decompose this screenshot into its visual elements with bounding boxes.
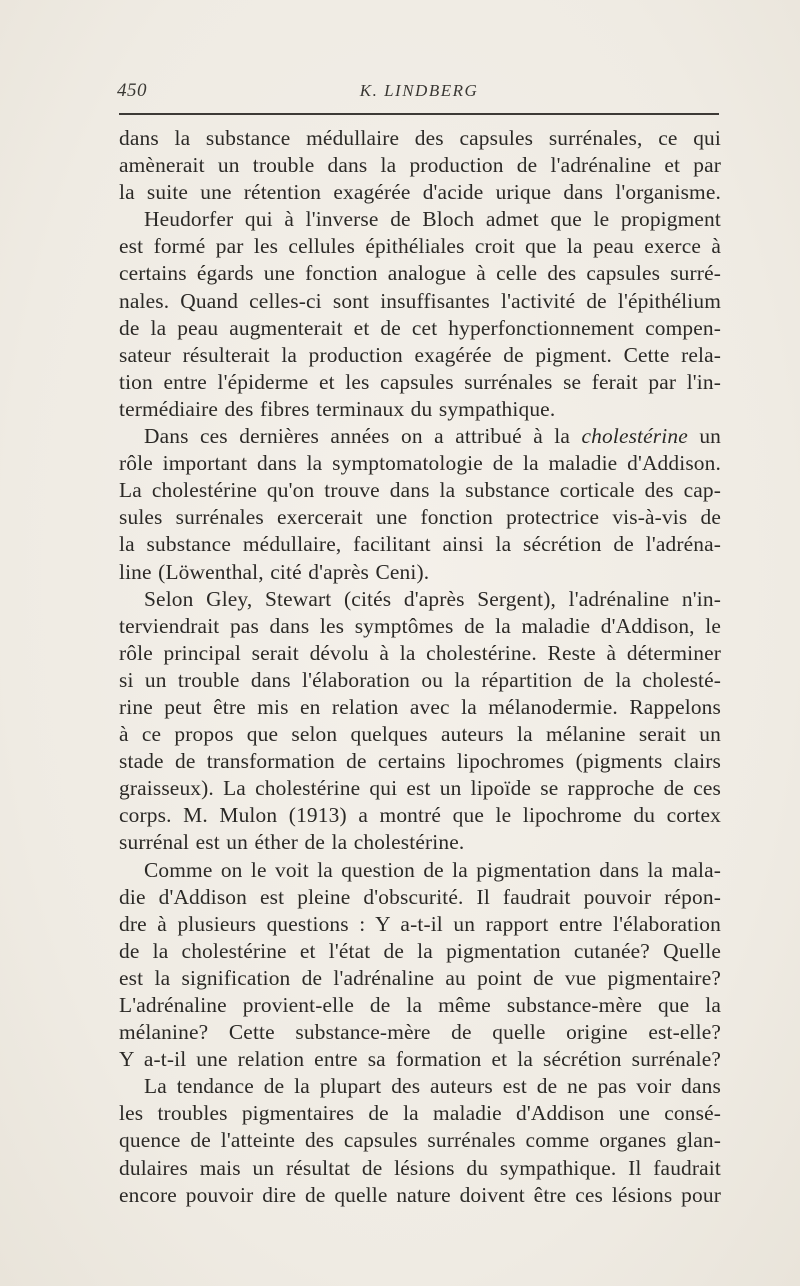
text-line: amènerait un trouble dans la production de l'adrénaline et par (119, 153, 721, 178)
text-line: L'adrénaline provient-elle de la même substance-mère que la (119, 993, 721, 1017)
text-line: graisseux). La cholestérine qui est un lipoïde se rapproche de ces (119, 776, 721, 801)
text-line: certains égards une fonction analogue à celle des capsules surré- (119, 261, 721, 286)
header-rule (119, 113, 719, 115)
running-head: K. LINDBERG (359, 81, 479, 100)
text-line: La cholestérine qu'on trouve dans la substance corticale des cap- (119, 478, 721, 503)
text-line: rôle important dans la symptomatologie de la maladie d'Addison. (119, 451, 721, 476)
text-line: corps. M. Mulon (1913) a montré que le lipochrome du cortex (119, 803, 721, 828)
text-line: termédiaire des fibres terminaux du sympathique. (119, 396, 556, 421)
page-header (117, 80, 721, 106)
text-line: stade de transformation de certains lipochromes (pigments clairs (119, 749, 721, 774)
text-line: sateur résulterait la production exagérée de pigment. Cette rela- (119, 342, 721, 367)
text-line: sules surrénales exercerait une fonction protectrice vis-à-vis de (119, 505, 721, 530)
text-line: la suite une rétention exagérée d'acide urique dans l'organisme. (119, 180, 721, 205)
text-segment: Dans ces dernières années on a attribué à la (144, 424, 571, 449)
text-line: Selon Gley, Stewart (cités d'après Sergent), l'adrénaline n'in- (144, 586, 721, 611)
text-line: la substance médullaire, facilitant ainsi la sécrétion de l'adréna- (119, 532, 721, 557)
text-line: quence de l'atteinte des capsules surrénales comme organes glan- (119, 1128, 721, 1153)
text-line: dre à plusieurs questions : Y a-t-il un rapport entre l'élaboration (119, 911, 721, 936)
text-line: mélanine? Cette substance-mère de quelle origine est-elle? (119, 1020, 721, 1045)
text-line: rôle principal serait dévolu à la cholestérine. Reste à déterminer (119, 640, 721, 665)
text-segment: un (699, 424, 722, 449)
text-line: de la cholestérine et l'état de la pigmentation cutanée? Quelle (119, 938, 721, 963)
text-line: à ce propos que selon quelques auteurs la mélanine serait un (119, 722, 721, 747)
text-line: Heudorfer qui à l'inverse de Bloch admet que le propigment (144, 207, 721, 232)
text-line: rine peut être mis en relation avec la mélanodermie. Rappelons (119, 694, 721, 719)
body-text (119, 125, 721, 1209)
text-line: die d'Addison est pleine d'obscurité. Il faudrait pouvoir répon- (119, 884, 721, 909)
text-line-with-emphasis (119, 423, 721, 450)
text-line: si un trouble dans l'élaboration ou la répartition de la cholesté- (119, 667, 721, 692)
text-line: encore pouvoir dire de quelle nature doivent être ces lésions pour (119, 1182, 721, 1207)
text-line: tion entre l'épiderme et les capsules surrénales se ferait par l'in- (119, 369, 721, 394)
text-line: est la signification de l'adrénaline au point de vue pigmentaire? (119, 965, 721, 990)
emphasized-term: cholestérine (581, 424, 688, 449)
text-line: Comme on le voit la question de la pigmentation dans la mala- (144, 857, 721, 882)
text-line: dulaires mais un résultat de lésions du sympathique. Il faudrait (119, 1155, 721, 1180)
text-line: est formé par les cellules épithéliales croit que la peau exerce à (119, 234, 721, 259)
text-line: terviendrait pas dans les symptômes de la maladie d'Addison, le (119, 613, 721, 638)
text-line: line (Löwenthal, cité d'après Ceni). (119, 559, 430, 584)
text-line: Y a-t-il une relation entre sa formation et la sécrétion surrénale? (119, 1047, 721, 1072)
text-line: de la peau augmenterait et de cet hyperfonctionnement compen- (119, 315, 721, 340)
text-line: surrénal est un éther de la cholestérine. (119, 830, 465, 855)
text-line: nales. Quand celles-ci sont insuffisantes l'activité de l'épithélium (119, 288, 721, 313)
text-line: les troubles pigmentaires de la maladie d'Addison une consé- (119, 1101, 721, 1126)
text-line: dans la substance médullaire des capsules surrénales, ce qui (119, 126, 721, 150)
text-line: La tendance de la plupart des auteurs est de ne pas voir dans (144, 1074, 721, 1099)
page-number: 450 (117, 80, 147, 101)
